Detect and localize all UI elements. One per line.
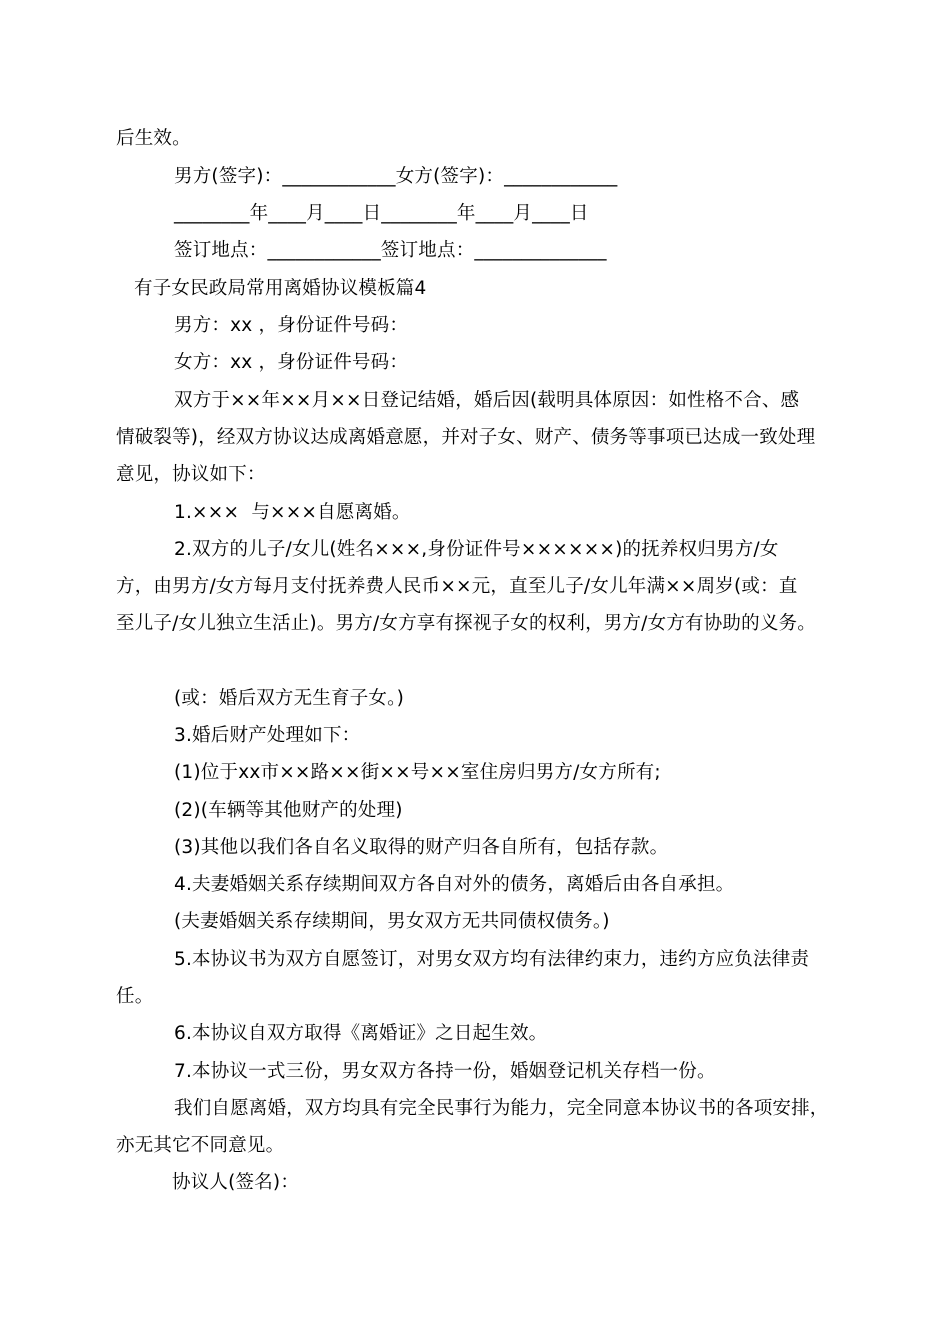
- text-line: 方，由男方/女方每月支付抚养费人民币××元，直至儿子/女儿年满××周岁(或：直: [116, 576, 798, 597]
- date-line: ________年____月____日________年____月____日: [174, 203, 589, 224]
- text-line: 情破裂等)，经双方协议达成离婚意愿，并对子女、财产、债务等事项已达成一致处理: [116, 427, 816, 448]
- signature-line: 男方(签字)：____________女方(签字)：____________: [174, 166, 618, 187]
- text-line: 亦无其它不同意见。: [116, 1135, 285, 1156]
- text-line: (1)位于xx市××路××街××号××室住房归男方/女方所有;: [174, 762, 661, 783]
- signatory-line: 协议人(签名)：: [172, 1172, 300, 1193]
- clause-line: 1.××× 与×××自愿离婚。: [174, 502, 411, 523]
- clause-line: 6.本协议自双方取得《离婚证》之日起生效。: [174, 1023, 548, 1044]
- text-line: 意见，协议如下：: [116, 464, 266, 485]
- text-line: (夫妻婚姻关系存续期间，男女双方无共同债权债务。): [174, 911, 610, 932]
- signing-place-line: 签订地点：____________签订地点：______________: [174, 240, 607, 261]
- text-line: 后生效。: [116, 128, 191, 149]
- text-line: 女方：xx ，身份证件号码：: [174, 352, 409, 373]
- text-line: (或：婚后双方无生育子女。): [174, 688, 404, 709]
- text-line: 我们自愿离婚，双方均具有完全民事行为能力，完全同意本协议书的各项安排，: [174, 1098, 829, 1119]
- section-heading: 有子女民政局常用离婚协议模板篇4: [134, 278, 427, 299]
- text-line: 至儿子/女儿独立生活止)。男方/女方享有探视子女的权利，男方/女方有协助的义务。: [116, 613, 816, 634]
- clause-line: 3.婚后财产处理如下：: [174, 725, 361, 746]
- clause-line: 4.夫妻婚姻关系存续期间双方各自对外的债务，离婚后由各自承担。: [174, 874, 735, 895]
- clause-line: 5.本协议书为双方自愿签订，对男女双方均有法律约束力，违约方应负法律责: [174, 949, 810, 970]
- clause-line: 2.双方的儿子/女儿(姓名×××,身份证件号××××××)的抚养权归男方/女: [174, 539, 779, 560]
- clause-line: 7.本协议一式三份，男女双方各持一份，婚姻登记机关存档一份。: [174, 1061, 716, 1082]
- text-line: 男方：xx ，身份证件号码：: [174, 315, 409, 336]
- text-line: 任。: [116, 986, 154, 1007]
- text-line: 双方于××年××月××日登记结婚，婚后因(载明具体原因：如性格不合、感: [174, 390, 800, 411]
- text-line: (3)其他以我们各自名义取得的财产归各自所有，包括存款。: [174, 837, 669, 858]
- text-line: (2)(车辆等其他财产的处理): [174, 800, 403, 821]
